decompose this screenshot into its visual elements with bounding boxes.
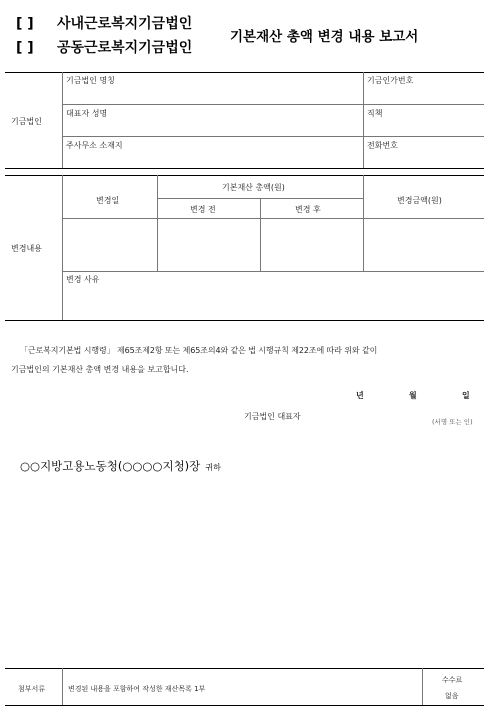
date-month[interactable]: 월: [409, 391, 417, 400]
fund-name-field[interactable]: 기금법인 명칭: [66, 76, 115, 85]
divider: [157, 198, 363, 199]
fee-value: 없음: [445, 692, 459, 700]
divider: [5, 168, 484, 169]
fee-label: 수수료: [442, 676, 463, 684]
option-label-1: 사내근로복지기금법인: [57, 16, 193, 32]
position-field[interactable]: 직책: [367, 109, 383, 118]
divider: [62, 668, 63, 705]
recipient-suffix: 귀하: [205, 463, 221, 472]
divider: [62, 136, 484, 137]
date-year[interactable]: 년: [356, 391, 364, 400]
divider: [422, 668, 423, 705]
after-cell[interactable]: [261, 219, 362, 270]
attachment-text: 변경된 내용을 포함하여 작성한 재산목록 1부: [68, 685, 206, 693]
divider: [363, 72, 364, 168]
change-section-label: 변경내용: [11, 244, 42, 253]
col-total-assets: 기본재산 총액(원): [222, 183, 285, 192]
recipient-name: ○○지방고용노동청(○○○○지청)장: [20, 459, 201, 473]
amount-cell[interactable]: [364, 219, 483, 270]
divider: [62, 271, 484, 272]
divider: [5, 320, 484, 321]
signature-hint[interactable]: (서명 또는 인): [432, 418, 473, 426]
option-label-2: 공동근로복지기금법인: [57, 40, 193, 56]
divider: [62, 104, 484, 105]
change-reason-field[interactable]: 변경 사유: [66, 275, 100, 284]
divider: [5, 705, 484, 706]
date-day[interactable]: 일: [462, 391, 470, 400]
option-bracket-1[interactable]: [ ]: [16, 16, 34, 32]
address-field[interactable]: 주사무소 소재지: [66, 141, 123, 150]
col-after: 변경 후: [295, 205, 321, 214]
phone-field[interactable]: 전화번호: [367, 141, 398, 150]
divider: [5, 72, 484, 73]
col-change-date: 변경일: [96, 196, 120, 205]
divider: [5, 668, 484, 669]
divider: [5, 175, 484, 176]
change-date-cell[interactable]: [63, 219, 156, 270]
document-title: 기본재산 총액 변경 내용 보고서: [230, 29, 419, 45]
statement-line-2: 기금법인의 기본재산 총액 변경 내용을 보고합니다.: [11, 365, 189, 374]
rep-name-field[interactable]: 대표자 성명: [66, 109, 108, 118]
col-before: 변경 전: [190, 205, 216, 214]
before-cell[interactable]: [158, 219, 259, 270]
approval-number-field[interactable]: 기금인가번호: [367, 76, 414, 85]
col-change-amount: 변경금액(원): [397, 196, 442, 205]
option-bracket-2[interactable]: [ ]: [16, 40, 34, 56]
recipient: [20, 455, 221, 474]
representative-label: 기금법인 대표자: [244, 412, 301, 421]
attachment-label: 첨부서류: [18, 685, 46, 693]
fund-section-label: 기금법인: [11, 117, 42, 126]
statement-line-1: 「근로복지기본법 시행령」 제65조제2항 또는 제65조의4와 같은 법 시행규칙 제22조에 따라 위와 같이: [20, 346, 378, 355]
divider: [62, 72, 63, 168]
